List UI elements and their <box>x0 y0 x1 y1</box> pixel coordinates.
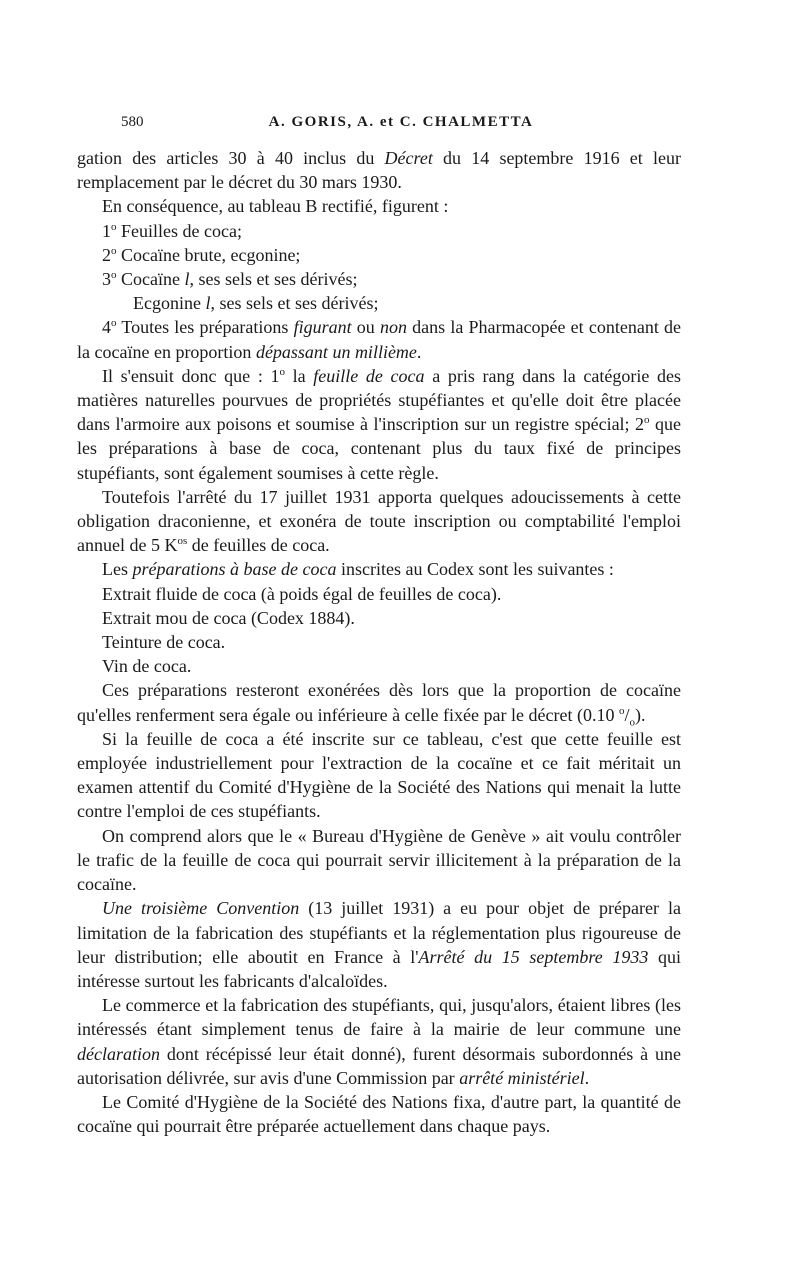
paragraph-2: En conséquence, au tableau B rectifié, figurent : <box>102 196 449 217</box>
italic-run: dépassant un millième <box>255 341 417 362</box>
item-text: Ecgonine <box>133 293 206 314</box>
text-run: inscrites au Codex sont les suivantes : <box>336 559 614 580</box>
item-text: . <box>416 341 422 362</box>
italic-run: Arrêté du 15 septembre 1933 <box>418 946 649 967</box>
list-item-4: 4$^o$ Toutes les préparations figurant ou non dans la Pharmacopée et contenant de la cocaïne en proportion dépassant un millième. <box>77 317 681 362</box>
item-number: 2 <box>102 244 111 265</box>
item-number: 4 <box>102 317 111 338</box>
subscript: o <box>629 716 635 729</box>
superscript: os <box>177 535 188 548</box>
body-text <box>77 146 681 1138</box>
running-title: A. GORIS, A. et C. CHALMETTA <box>268 114 534 130</box>
italic-run: feuille de coca <box>313 365 425 386</box>
prep-item: Teinture de coca. <box>102 632 226 653</box>
prep-item: Extrait mou de coca (Codex 1884). <box>102 607 355 628</box>
text-run: (13 juillet 1931) a eu pour objet de préparer la limitation de la fabrication des stupéfiants et la réglementation plus rigoureuse de leur distribution; elle aboutit en France à l' <box>77 898 681 967</box>
paragraph-5 <box>77 557 681 581</box>
text-run: Toutefois l'arrêté du 17 juillet 1931 apporta quelques adoucissements à cette obligation draconienne, et exonéra de toute inscription ou comptabilité l'emploi annuel de 5 K <box>77 486 681 556</box>
text-run: Le commerce et la fabrication des stupéfiants, qui, jusqu'alors, étaient libres (les intéressés étant simplement tenus de faire à la mairie de leur commune une <box>77 995 681 1040</box>
paragraph-11: Le Comité d'Hygiène de la Société des Nations fixa, d'autre part, la quantité de cocaïne qui pourrait être préparée actuellement dans chaque pays. <box>77 1091 681 1137</box>
paragraph-6 <box>77 678 681 729</box>
list-item-1: 1$^o$ Feuilles de coca; <box>102 220 242 241</box>
text-run: Il s'ensuit donc que : 1 <box>102 365 280 386</box>
paragraph-9 <box>77 896 681 993</box>
paragraph-1 <box>77 146 681 194</box>
text-run: ). <box>634 704 646 725</box>
text-run: de feuilles de coca. <box>187 535 330 556</box>
item-text: Cocaïne brute, ecgonine; <box>116 244 301 265</box>
paragraph-10 <box>77 993 681 1090</box>
text-run: dont récépissé leur était donné), furent désormais subordonnés à une autorisation délivrée, sur avis d'une Commission par <box>77 1043 681 1088</box>
italic-run: Une troisième Convention <box>102 898 300 919</box>
item-text: dans la Pharmacopée et contenant de la cocaïne en proportion <box>77 317 681 362</box>
text-run: qui intéresse surtout les fabricants d'alcaloïdes. <box>77 946 681 991</box>
paragraph-7: Si la feuille de coca a été inscrite sur ce tableau, c'est que cette feuille est employée industriellement pour l'extraction de la cocaïne et ce fait méritait un examen attentif du Comité d'Hygiène de la Société des Nations qui menait la lutte contre l'emploi de ces stupéfiants. <box>77 728 681 822</box>
page-header <box>121 114 681 136</box>
italic-run: figurant <box>293 317 352 338</box>
italic-run: l <box>184 269 190 290</box>
page-number: 580 <box>121 114 144 130</box>
paragraph-8: On comprend alors que le « Bureau d'Hygiène de Genève » ait voulu contrôler le trafic de la feuille de coca qui pourrait servir illicitement à la préparation de la cocaïne. <box>77 825 681 895</box>
text-run: la <box>284 365 314 386</box>
item-text: ou <box>351 317 380 338</box>
item-text: Toutes les préparations <box>116 317 294 338</box>
paragraph-3: Il s'ensuit donc que : 1$^o$ la feuille de coca a pris rang dans la catégorie des matières naturelles pourvues de propriétés stupéfiantes et qu'elle doit être placée dans l'armoire aux poisons et soumise à l'inscription sur un registre spécial; 2$^o$ que les préparations à base de coca, contenant plus du taux fixé de principes stupéfiants, sont également soumises à cette règle. <box>77 365 682 483</box>
italic-run: non <box>380 317 407 338</box>
italic-run: préparations à base de coca <box>132 559 337 580</box>
item-number: 3 <box>102 269 111 290</box>
italic-run: l <box>205 293 211 314</box>
italic-run: arrêté ministériel <box>459 1067 585 1088</box>
item-text: , ses sels et ses dérivés; <box>210 293 379 314</box>
text-run: a pris rang dans la catégorie des matières naturelles pourvues de propriétés stupéfiantes et qu'elle doit être placée dans l'armoire aux poisons et soumise à l'inscription sur un registre spécial; 2 <box>77 365 682 435</box>
paragraph-4 <box>77 485 681 558</box>
text-run: Les <box>102 559 133 580</box>
text-run: / <box>624 704 630 725</box>
item-number: 1 <box>102 220 111 241</box>
item-text: Cocaïne <box>116 269 185 290</box>
text-run: gation des articles 30 à 40 inclus du <box>77 148 385 168</box>
list-item-2: 2$^o$ Cocaïne brute, ecgonine; <box>102 244 301 265</box>
text-run: . <box>584 1067 590 1088</box>
item-text: , ses sels et ses dérivés; <box>189 269 358 290</box>
text-run: du 14 septembre 1916 et leur remplacement par le décret du 30 mars 1930. <box>77 148 681 193</box>
prep-item: Extrait fluide de coca (à poids égal de feuilles de coca). <box>102 583 502 604</box>
italic-run: déclaration <box>77 1043 160 1064</box>
italic-run: Décret <box>384 148 433 168</box>
text-run: Ces préparations resteront exonérées dès lors que la proportion de cocaïne qu'elles renferment sera égale ou inférieure à celle fixée par le décret (0.10 <box>77 680 681 725</box>
prep-item: Vin de coca. <box>102 656 192 677</box>
list-item-3: 3$^o$ Cocaïne l, ses sels et ses dérivés; <box>102 269 358 290</box>
text-run: que les préparations à base de coca, contenant plus du taux fixé de principes stupéfiants, sont également soumises à cette règle. <box>77 414 681 483</box>
list-item-3b <box>77 291 681 315</box>
superscript: o <box>618 704 625 717</box>
item-text: Feuilles de coca; <box>116 220 242 241</box>
